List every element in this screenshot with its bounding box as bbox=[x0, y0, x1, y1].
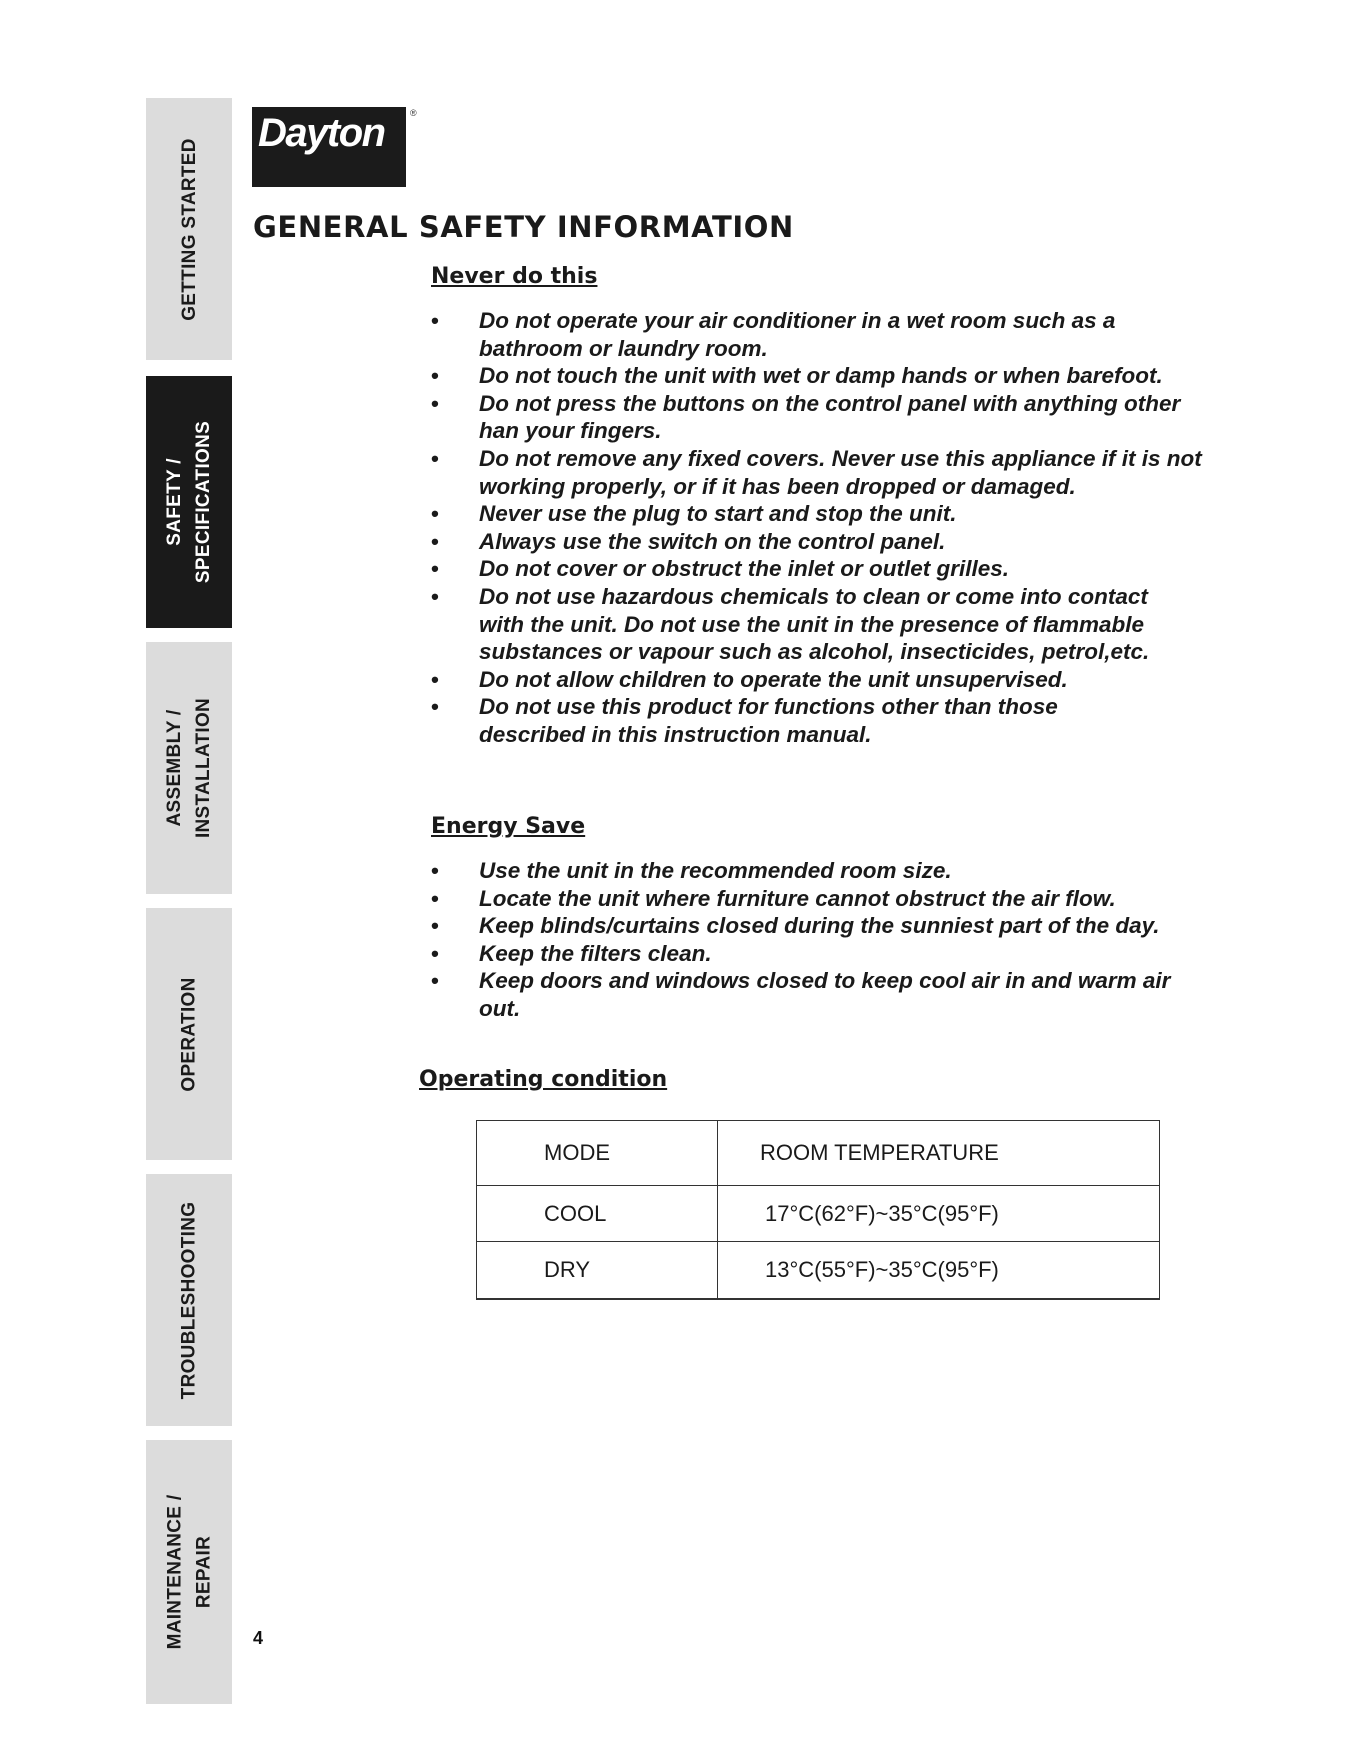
registered-mark: ® bbox=[410, 108, 417, 118]
tab-label: TROUBLESHOOTING bbox=[178, 1201, 200, 1399]
energy-save-heading: Energy Save bbox=[431, 814, 586, 839]
bullet: • bbox=[431, 308, 439, 333]
list-item bbox=[431, 885, 1201, 913]
list-item-text: Do not allow children to operate the unit unsupervised. bbox=[479, 666, 1068, 692]
logo-text: Dayton bbox=[258, 111, 385, 155]
bullet: • bbox=[431, 694, 439, 720]
list-item-text: Keep blinds/curtains closed during the sunniest part of the day. bbox=[479, 913, 1160, 939]
list-item-text: Use the unit in the recommended room size. bbox=[479, 858, 952, 883]
never-do-this-heading: Never do this bbox=[431, 264, 598, 289]
list-item-text: Locate the unit where furniture cannot obstruct the air flow. bbox=[479, 885, 1116, 911]
list-item-text: Never use the plug to start and stop the unit. bbox=[479, 501, 957, 527]
tab-assembly-installation[interactable] bbox=[146, 642, 232, 894]
tab-label: OPERATION bbox=[178, 976, 200, 1092]
bullet: • bbox=[431, 885, 439, 911]
mode-cell: COOL bbox=[544, 1200, 607, 1226]
list-item-text: Do not remove any fixed covers. Never use this appliance if it is not working properly, or if it has been dropped or damaged. bbox=[479, 445, 1202, 499]
list-item bbox=[431, 666, 1221, 694]
dayton-logo bbox=[252, 107, 406, 187]
bullet: • bbox=[431, 445, 439, 471]
tab-maintenance-repair[interactable] bbox=[146, 1440, 232, 1704]
list-item-text: Do not use hazardous chemicals to clean or come into contact with the unit. Do not use the unit in the presence of flammable substances or vapour such as alcohol, insecticides, petrol,etc. bbox=[479, 583, 1150, 665]
tab-label: GETTING STARTED bbox=[178, 137, 200, 321]
column-header-room-temperature: ROOM TEMPERATURE bbox=[760, 1140, 999, 1165]
list-item-text: Do not cover or obstruct the inlet or outlet grilles. bbox=[479, 556, 1010, 582]
bullet: • bbox=[431, 968, 439, 994]
bullet: • bbox=[431, 363, 439, 389]
never-do-this-list bbox=[431, 307, 1221, 749]
bullet: • bbox=[431, 501, 439, 527]
list-item bbox=[431, 445, 1221, 500]
list-item-text: Keep the filters clean. bbox=[479, 940, 712, 966]
list-item bbox=[431, 555, 1221, 583]
bullet: • bbox=[431, 390, 439, 416]
column-header-mode: MODE bbox=[544, 1140, 610, 1165]
bullet: • bbox=[431, 913, 439, 939]
bullet: • bbox=[431, 528, 439, 554]
list-item-text: Do not touch the unit with wet or damp hands or when barefoot. bbox=[479, 363, 1163, 389]
list-item bbox=[431, 857, 1201, 885]
column-divider bbox=[717, 1121, 718, 1299]
tab-label: MAINTENANCE / REPAIR bbox=[164, 1494, 214, 1650]
list-item bbox=[431, 390, 1221, 445]
list-item bbox=[431, 967, 1201, 1022]
list-item-text: Do not use this product for functions other than those described in this instruction manual. bbox=[479, 694, 1058, 747]
list-item-text: Keep doors and windows closed to keep cool air in and warm air out. bbox=[479, 968, 1171, 1021]
list-item bbox=[431, 912, 1201, 940]
operating-condition-table bbox=[476, 1120, 1160, 1300]
bullet: • bbox=[431, 858, 439, 883]
list-item-text: Do not operate your air conditioner in a wet room such as a bathroom or laundry room. bbox=[479, 308, 1116, 361]
page-title: GENERAL SAFETY INFORMATION bbox=[253, 210, 794, 244]
table-row bbox=[477, 1186, 1159, 1242]
list-item bbox=[431, 940, 1201, 968]
list-item bbox=[431, 307, 1221, 362]
energy-save-list bbox=[431, 857, 1201, 1023]
bullet: • bbox=[431, 940, 439, 966]
tab-operation[interactable] bbox=[146, 908, 232, 1160]
list-item bbox=[431, 583, 1221, 666]
list-item bbox=[431, 693, 1221, 748]
list-item bbox=[431, 500, 1221, 528]
bullet: • bbox=[431, 583, 439, 609]
bullet: • bbox=[431, 556, 439, 582]
list-item-text: Always use the switch on the control panel. bbox=[479, 528, 946, 554]
temperature-cell: 13°C(55°F)~35°C(95°F) bbox=[765, 1257, 999, 1282]
list-item-text: Do not press the buttons on the control panel with anything other han your fingers. bbox=[479, 390, 1181, 444]
tab-label: SAFETY / SPECIFICATIONS bbox=[164, 420, 215, 584]
list-item bbox=[431, 362, 1221, 390]
tab-troubleshooting[interactable] bbox=[146, 1174, 232, 1426]
mode-cell: DRY bbox=[544, 1257, 591, 1282]
operating-condition-heading: Operating condition bbox=[419, 1067, 668, 1092]
bullet: • bbox=[431, 666, 439, 692]
tab-safety-specifications[interactable] bbox=[146, 376, 232, 628]
tab-label: ASSEMBLY / INSTALLATION bbox=[164, 697, 215, 839]
tab-getting-started[interactable] bbox=[146, 98, 232, 360]
temperature-cell: 17°C(62°F)~35°C(95°F) bbox=[765, 1200, 999, 1226]
page-number: 4 bbox=[253, 1628, 264, 1648]
list-item bbox=[431, 528, 1221, 556]
table-header-row bbox=[477, 1121, 1159, 1186]
table-row bbox=[477, 1242, 1159, 1299]
